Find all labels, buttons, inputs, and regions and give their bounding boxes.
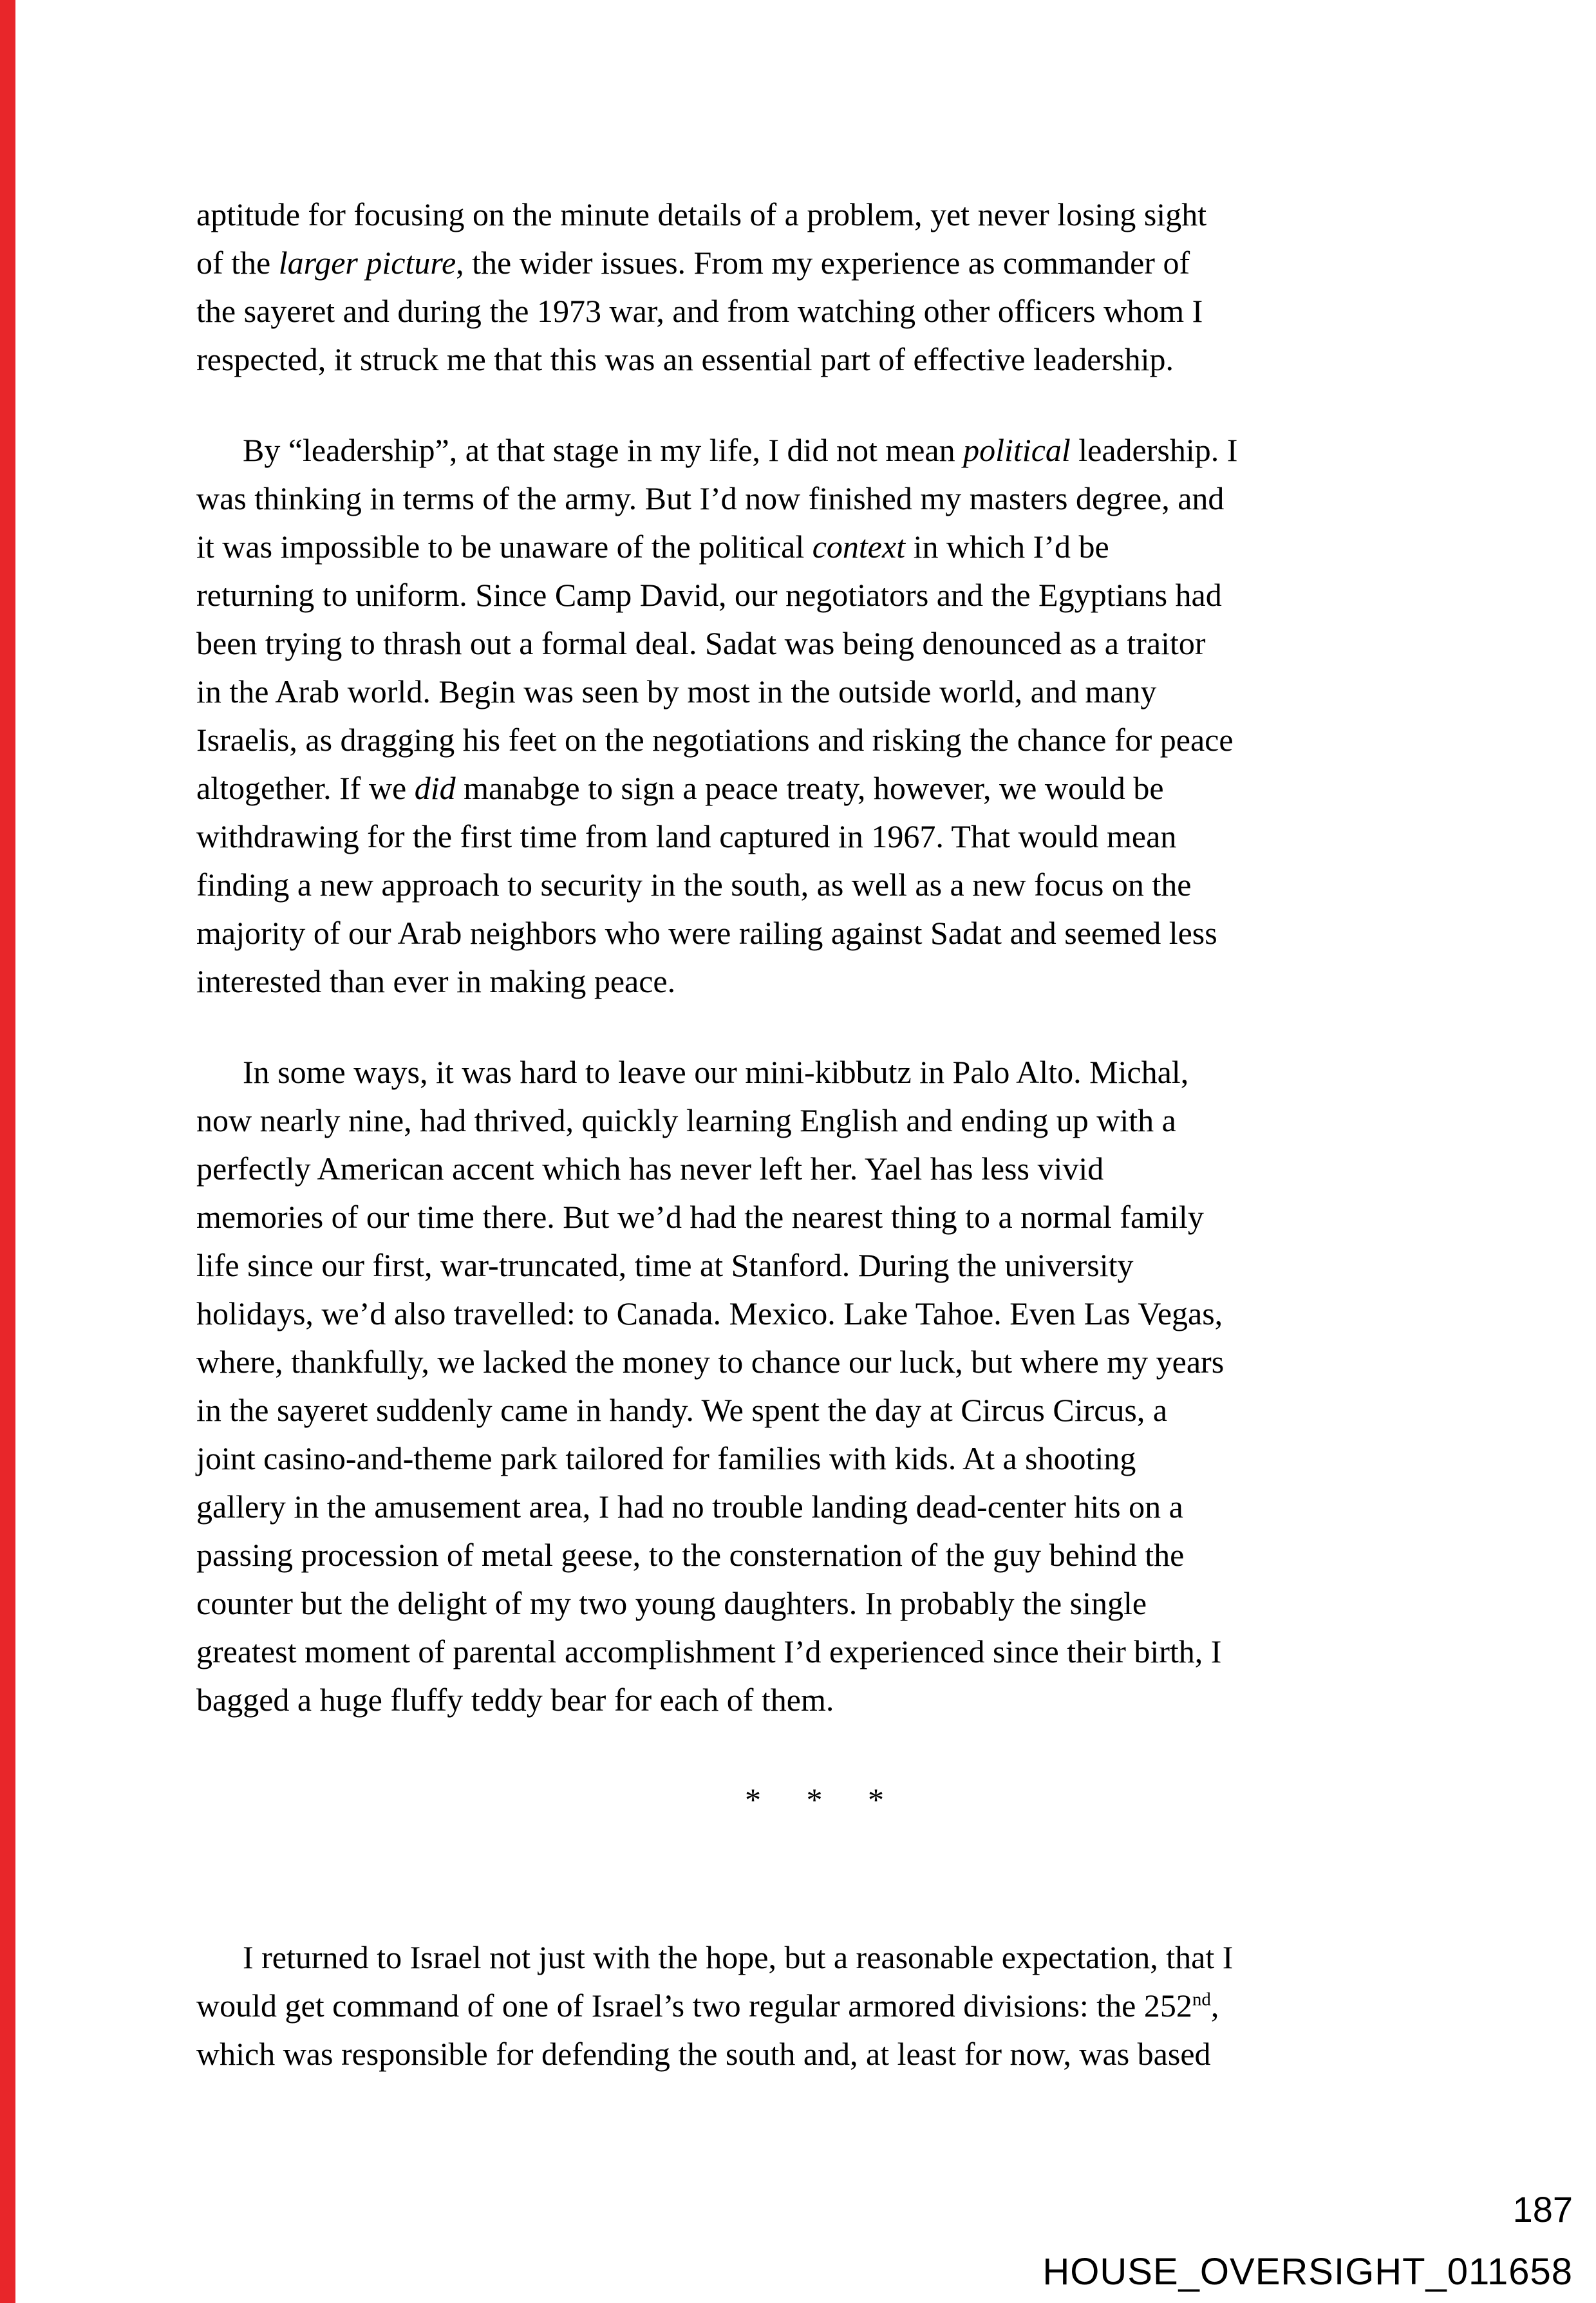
page-body-text	[196, 191, 1432, 2121]
text-line: in the Arab world. Begin was seen by most in the outside world, and many	[196, 673, 1157, 710]
text-line: where, thankfully, we lacked the money to chance our luck, but where my years	[196, 1344, 1225, 1380]
section-separator: * * *	[745, 1781, 884, 1818]
text-line: memories of our time there. But we’d had the nearest thing to a normal family	[196, 1199, 1204, 1235]
text-line: was thinking in terms of the army. But I’d now finished my masters degree, and	[196, 480, 1225, 516]
paragraph	[196, 426, 1432, 1006]
text-line: returning to uniform. Since Camp David, our negotiators and the Egyptians had	[196, 577, 1222, 613]
text-line: gallery in the amusement area, I had no trouble landing dead-center hits on a	[196, 1489, 1183, 1525]
text-line: greatest moment of parental accomplishment I’d experienced since their birth, I	[196, 1633, 1222, 1669]
text-line: counter but the delight of my two young daughters. In probably the single	[196, 1585, 1147, 1621]
text-line: it was impossible to be unaware of the political context in which I’d be	[196, 529, 1109, 565]
text-line: By “leadership”, at that stage in my life, I did not mean political leadership. I	[243, 432, 1238, 468]
text-line: withdrawing for the first time from land captured in 1967. That would mean	[196, 818, 1177, 854]
paragraph	[196, 1933, 1432, 2078]
text-line: majority of our Arab neighbors who were railing against Sadat and seemed less	[196, 915, 1217, 951]
text-line: perfectly American accent which has never left her. Yael has less vivid	[196, 1151, 1104, 1187]
text-line: interested than ever in making peace.	[196, 963, 676, 999]
text-line: I returned to Israel not just with the hope, but a reasonable expectation, that I	[243, 1939, 1234, 1975]
text-line: joint casino-and-theme park tailored for families with kids. At a shooting	[196, 1440, 1136, 1476]
text-line: aptitude for focusing on the minute details of a problem, yet never losing sight	[196, 196, 1207, 232]
text-line: Israelis, as dragging his feet on the negotiations and risking the chance for peace	[196, 722, 1234, 758]
text-line: the sayeret and during the 1973 war, and from watching other officers whom I	[196, 293, 1203, 329]
paragraph	[196, 1048, 1432, 1724]
text-line: of the larger picture, the wider issues. From my experience as commander of	[196, 245, 1190, 281]
text-line: been trying to thrash out a formal deal. Sadat was being denounced as a traitor	[196, 625, 1206, 661]
paragraph	[196, 191, 1432, 384]
text-line: respected, it struck me that this was an essential part of effective leadership.	[196, 341, 1174, 377]
text-line: which was responsible for defending the south and, at least for now, was based	[196, 2036, 1211, 2072]
text-line: life since our first, war-truncated, time at Stanford. During the university	[196, 1247, 1134, 1283]
text-line: altogether. If we did manabge to sign a peace treaty, however, we would be	[196, 770, 1164, 806]
text-line: bagged a huge fluffy teddy bear for each of them.	[196, 1682, 834, 1718]
left-edge-red-bar	[0, 0, 15, 2303]
text-line: now nearly nine, had thrived, quickly learning English and ending up with a	[196, 1102, 1176, 1138]
page-number: 187	[1512, 2189, 1573, 2230]
text-line: would get command of one of Israel’s two regular armored divisions: the 252nd,	[196, 1988, 1219, 2024]
text-line: holidays, we’d also travelled: to Canada. Mexico. Lake Tahoe. Even Las Vegas,	[196, 1295, 1223, 1331]
text-line: In some ways, it was hard to leave our mini-kibbutz in Palo Alto. Michal,	[243, 1054, 1189, 1090]
bates-stamp: HOUSE_OVERSIGHT_011658	[1042, 2251, 1573, 2293]
text-line: passing procession of metal geese, to the consternation of the guy behind the	[196, 1537, 1185, 1573]
text-line: finding a new approach to security in the south, as well as a new focus on the	[196, 867, 1192, 903]
text-line: in the sayeret suddenly came in handy. We spent the day at Circus Circus, a	[196, 1392, 1168, 1428]
